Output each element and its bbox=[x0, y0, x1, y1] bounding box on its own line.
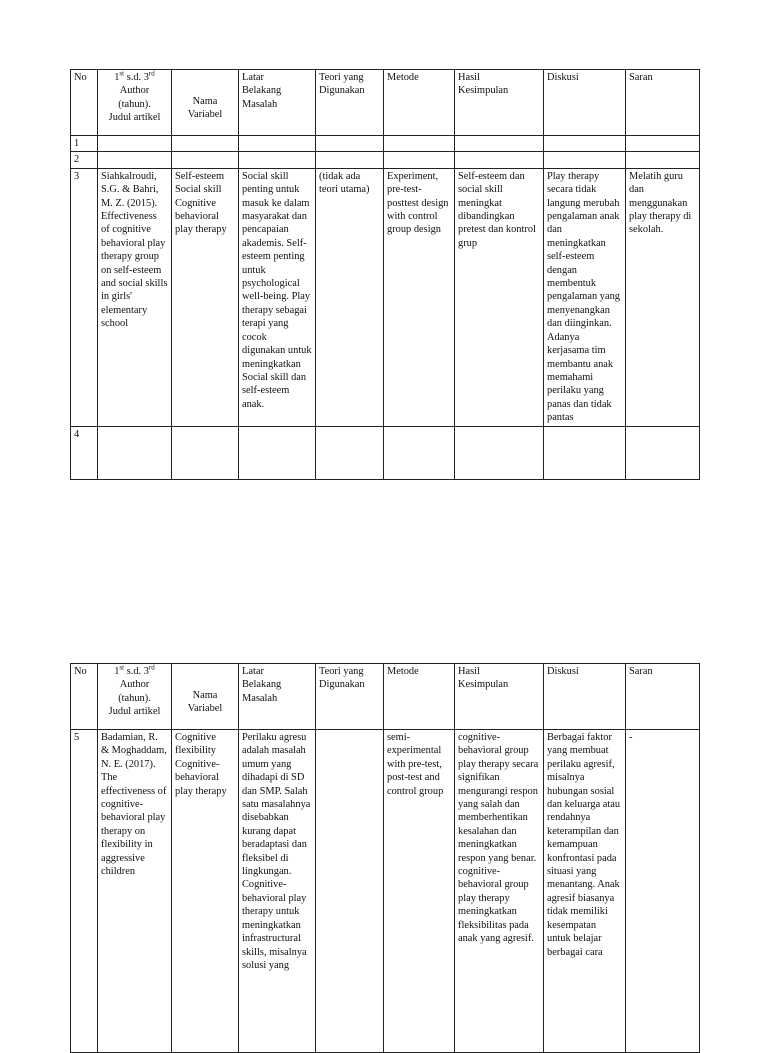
table-row bbox=[71, 152, 700, 168]
header-hasil: Hasil Kesimpulan bbox=[455, 664, 544, 730]
cell-saran: Melatih guru dan menggunakan play therapy di sekolah. bbox=[626, 168, 700, 426]
header-author: 1st s.d. 3rd Author (tahun). Judul artikel bbox=[98, 664, 172, 730]
cell-teori: (tidak ada teori utama) bbox=[316, 168, 384, 426]
cell-diskusi: Berbagai faktor yang membuat perilaku agresif, misalnya hubungan sosial dan keluarga atau rendahnya keterampilan dan kemampuan konfrontasi pada situasi yang menantang. Anak agresif biasanya tidak memiliki kesempatan untuk belajar berbagai cara bbox=[544, 730, 626, 1053]
cell-hasil: Self-esteem dan social skill meningkat dibandingkan pretest dan kontrol grup bbox=[455, 168, 544, 426]
header-row bbox=[71, 70, 700, 136]
cell-latar-belakang: Perilaku agresu adalah masalah umum yang dihadapi di SD dan SMP. Salah satu masalahnya disebabkan kurang dapat beradaptasi dan fleksibel di lingkungan. Cognitive-behavioral play therapy untuk meningkatkan infrastructural skills, misalnya solusi yang bbox=[239, 730, 316, 1053]
table-row bbox=[71, 168, 700, 426]
cell-diskusi: Play therapy secara tidak langung merubah pengalaman anak dan meningkatkan self-esteem dengan membentuk pengalaman yang menyenangkan dan diinginkan. Adanya kerjasama tim membantu anak memahami perilaku yang panas dan tidak pantas bbox=[544, 168, 626, 426]
cell-saran: - bbox=[626, 730, 700, 1053]
header-author: 1st s.d. 3rd Author (tahun). Judul artikel bbox=[98, 70, 172, 136]
header-nama-variabel: Nama Variabel bbox=[172, 664, 239, 730]
header-saran: Saran bbox=[626, 70, 700, 136]
literature-table-1 bbox=[70, 69, 700, 480]
cell-metode: semi-experimental with pre-test, post-test and control group bbox=[384, 730, 455, 1053]
row-number: 4 bbox=[71, 426, 98, 479]
cell-metode: Experiment, pre-test-posttest design with control group design bbox=[384, 168, 455, 426]
header-nama-variabel: Nama Variabel bbox=[172, 70, 239, 136]
cell-teori bbox=[316, 730, 384, 1053]
cell-hasil: cognitive-behavioral group play therapy secara signifikan mengurangi respon yang salah dan memberhentikan kesalahan dan meningkatkan respon yang benar. cognitive-behavioral group play therapy meningkatkan fleksibilitas pada anak yang agresif. bbox=[455, 730, 544, 1053]
cell-latar-belakang: Social skill penting untuk masuk ke dalam masyarakat dan pencapaian akademis. Self-esteem penting untuk psychological well-being. Play therapy sebagai terapi yang cocok digunakan untuk meningkatkan Social skill dan self-esteem anak. bbox=[239, 168, 316, 426]
header-no: No bbox=[71, 664, 98, 730]
header-teori: Teori yang Digunakan bbox=[316, 664, 384, 730]
cell-author: Siahkalroudi, S.G. & Bahri, M. Z. (2015). Effectiveness of cognitive behavioral play therapy group on self-esteem and social skills in girls' elementary school bbox=[98, 168, 172, 426]
row-number: 1 bbox=[71, 136, 98, 152]
header-row bbox=[71, 664, 700, 730]
header-hasil: Hasil Kesimpulan bbox=[455, 70, 544, 136]
table-row bbox=[71, 730, 700, 1053]
header-metode: Metode bbox=[384, 70, 455, 136]
row-number: 3 bbox=[71, 168, 98, 426]
row-number: 2 bbox=[71, 152, 98, 168]
header-no: No bbox=[71, 70, 98, 136]
cell-nama-variabel: Cognitive flexibility Cognitive-behavioral play therapy bbox=[172, 730, 239, 1053]
cell-nama-variabel: Self-esteem Social skill Cognitive behavioral play therapy bbox=[172, 168, 239, 426]
table-row bbox=[71, 426, 700, 479]
literature-table-2 bbox=[70, 663, 700, 1053]
header-latar-belakang: Latar Belakang Masalah bbox=[239, 70, 316, 136]
header-diskusi: Diskusi bbox=[544, 70, 626, 136]
header-latar-belakang: Latar Belakang Masalah bbox=[239, 664, 316, 730]
header-teori: Teori yang Digunakan bbox=[316, 70, 384, 136]
header-diskusi: Diskusi bbox=[544, 664, 626, 730]
cell-author: Badamian, R. & Moghaddam, N. E. (2017). The effectiveness of cognitive-behavioral play therapy on flexibility in aggressive children bbox=[98, 730, 172, 1053]
table-row bbox=[71, 136, 700, 152]
header-metode: Metode bbox=[384, 664, 455, 730]
header-saran: Saran bbox=[626, 664, 700, 730]
row-number: 5 bbox=[71, 730, 98, 1053]
